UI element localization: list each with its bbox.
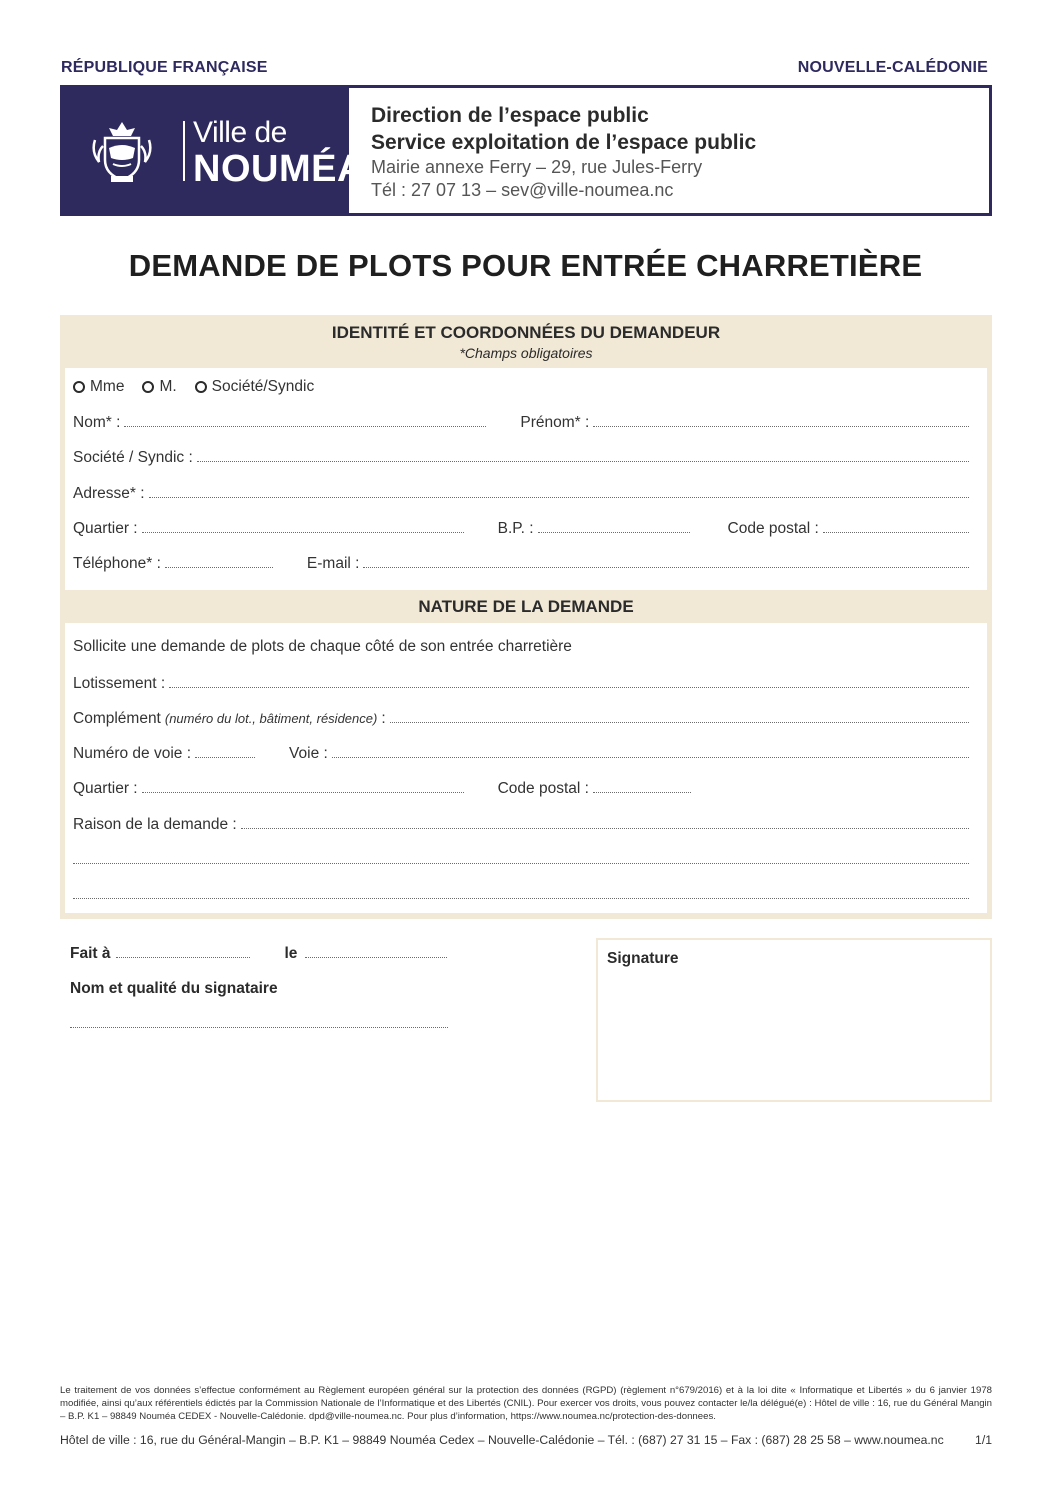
city-logo [63, 88, 365, 213]
section-identity-header [60, 323, 992, 361]
code-postal-label: Code postal : [727, 520, 819, 537]
voie-row [73, 744, 973, 764]
lotissement-row [73, 674, 973, 694]
service-phone-email: Tél : 27 07 13 – sev@ville-noumea.nc [371, 180, 674, 200]
nom-label: Nom* : [73, 414, 121, 431]
bp-label: B.P. : [497, 520, 534, 537]
signatory-field-row [70, 1014, 448, 1034]
societe-field[interactable] [197, 448, 969, 462]
section-identity-panel [65, 368, 987, 590]
voie-label: Voie : [289, 745, 328, 762]
section-request-title: NATURE DE LA DEMANDE [418, 597, 634, 616]
bp-field[interactable] [538, 519, 690, 533]
fait-a-label: Fait à [70, 945, 111, 962]
place-date-row [70, 944, 450, 964]
prenom-field[interactable] [593, 413, 969, 427]
societe-row [73, 448, 973, 468]
complement-row [73, 709, 973, 729]
lotissement-field[interactable] [169, 674, 969, 688]
radio-circle-icon [195, 381, 207, 393]
required-fields-note: *Champs obligatoires [459, 345, 593, 361]
page-footer [60, 1433, 992, 1447]
territory-label: NOUVELLE-CALÉDONIE [797, 59, 988, 76]
contact-row [73, 554, 973, 574]
raison-field-line-2[interactable] [73, 850, 969, 864]
numero-voie-label: Numéro de voie : [73, 745, 192, 762]
nom-field[interactable] [124, 413, 486, 427]
city-crest-icon [91, 118, 153, 184]
societe-label: Société / Syndic : [73, 449, 193, 466]
complement-field[interactable] [390, 709, 969, 723]
adresse-field[interactable] [149, 484, 969, 498]
footer-address: Hôtel de ville : 16, rue du Général-Mangin – B.P. K1 – 98849 Nouméa Cedex – Nouvelle-Calédonie – Tél. : (687) 27 31 15 – Fax : (687) 28 25 58 – www.noumea.nc [60, 1433, 944, 1447]
date-label: le [284, 945, 298, 962]
radio-mme-label: Mme [90, 378, 125, 395]
lotissement-label: Lotissement : [73, 675, 166, 692]
raison-row-2 [73, 850, 973, 870]
email-label: E-mail : [306, 555, 360, 572]
adresse-label: Adresse* : [73, 485, 145, 502]
raison-row [73, 815, 973, 835]
logo-divider [183, 121, 185, 181]
adresse-row [73, 484, 973, 504]
code-postal2-label: Code postal : [497, 780, 589, 797]
numero-voie-field[interactable] [195, 744, 255, 758]
complement-colon: : [381, 710, 386, 727]
page-number: 1/1 [975, 1433, 992, 1447]
signatory-label-row [70, 980, 278, 1000]
fait-a-field[interactable] [116, 944, 250, 958]
service-name: Service exploitation de l’espace public [371, 131, 757, 154]
telephone-label: Téléphone* : [73, 555, 161, 572]
telephone-field[interactable] [165, 554, 273, 568]
quartier-field[interactable] [142, 519, 464, 533]
email-field[interactable] [363, 554, 969, 568]
location-row [73, 779, 973, 799]
signature-title: Signature [607, 950, 679, 967]
code-postal2-field[interactable] [593, 779, 691, 793]
prenom-label: Prénom* : [520, 414, 590, 431]
section-request-panel [65, 623, 987, 913]
signature-box[interactable] [596, 938, 992, 1102]
voie-field[interactable] [332, 744, 969, 758]
quartier2-field[interactable] [142, 779, 464, 793]
signatory-field[interactable] [70, 1014, 448, 1028]
radio-m[interactable] [142, 378, 176, 396]
raison-field[interactable] [241, 815, 969, 829]
complement-note: (numéro du lot., bâtiment, résidence) [164, 711, 378, 726]
quartier-row [73, 519, 973, 539]
signatory-label: Nom et qualité du signataire [70, 980, 278, 997]
republic-label: RÉPUBLIQUE FRANÇAISE [61, 59, 268, 76]
gdpr-notice: Le traitement de vos données s’effectue conformément au Règlement européen général sur la protection des données (RGPD) (règlement n°679/2016) et à la loi dite « Informatique et Libertés » du 6 janvier 1978 modifiée, ainsi qu’aux référentiels édictés par la Commission Nationale de l’Informatique et des Libertés (CNIL). Pour exercer vos droits, vous pouvez contacter le/la délégué(e) : Hôtel de ville : 16, rue du Général Mangin – B.P. K1 – 98849 Nouméa CEDEX - Nouvelle-Calédonie. dpd@ville-noumea.nc. Pour plus d’information, https://www.noumea.nc/protection-des-donnees. [60, 1385, 992, 1423]
raison-row-3 [73, 885, 973, 905]
letterhead [60, 85, 992, 216]
section-request-header [60, 597, 992, 617]
radio-circle-icon [142, 381, 154, 393]
civility-radio-group [73, 378, 973, 398]
date-field[interactable] [305, 944, 447, 958]
request-intro-text: Sollicite une demande de plots de chaque côté de son entrée charretière [73, 638, 572, 655]
section-identity-title: IDENTITÉ ET COORDONNÉES DU DEMANDEUR [331, 323, 721, 342]
raison-field-line-3[interactable] [73, 885, 969, 899]
quartier2-label: Quartier : [73, 780, 138, 797]
radio-societe-label: Société/Syndic [211, 378, 315, 395]
service-contact [349, 88, 756, 213]
radio-mme[interactable] [73, 378, 124, 396]
direction-name: Direction de l’espace public [371, 104, 649, 127]
name-row [73, 413, 973, 433]
radio-m-label: M. [159, 378, 177, 395]
form-title: DEMANDE DE PLOTS POUR ENTRÉE CHARRETIÈRE [128, 248, 923, 283]
service-address: Mairie annexe Ferry – 29, rue Jules-Ferry [371, 157, 703, 177]
radio-societe-syndic[interactable] [195, 378, 315, 396]
logo-text-ville: Ville de [193, 116, 287, 149]
logo-text-noumea: NOUMÉA [193, 148, 365, 190]
raison-label: Raison de la demande : [73, 816, 237, 833]
request-intro-row [73, 638, 973, 658]
code-postal-field[interactable] [823, 519, 969, 533]
request-form [60, 315, 992, 919]
radio-circle-icon [73, 381, 85, 393]
quartier-label: Quartier : [73, 520, 138, 537]
complement-label: Complément [73, 710, 161, 727]
